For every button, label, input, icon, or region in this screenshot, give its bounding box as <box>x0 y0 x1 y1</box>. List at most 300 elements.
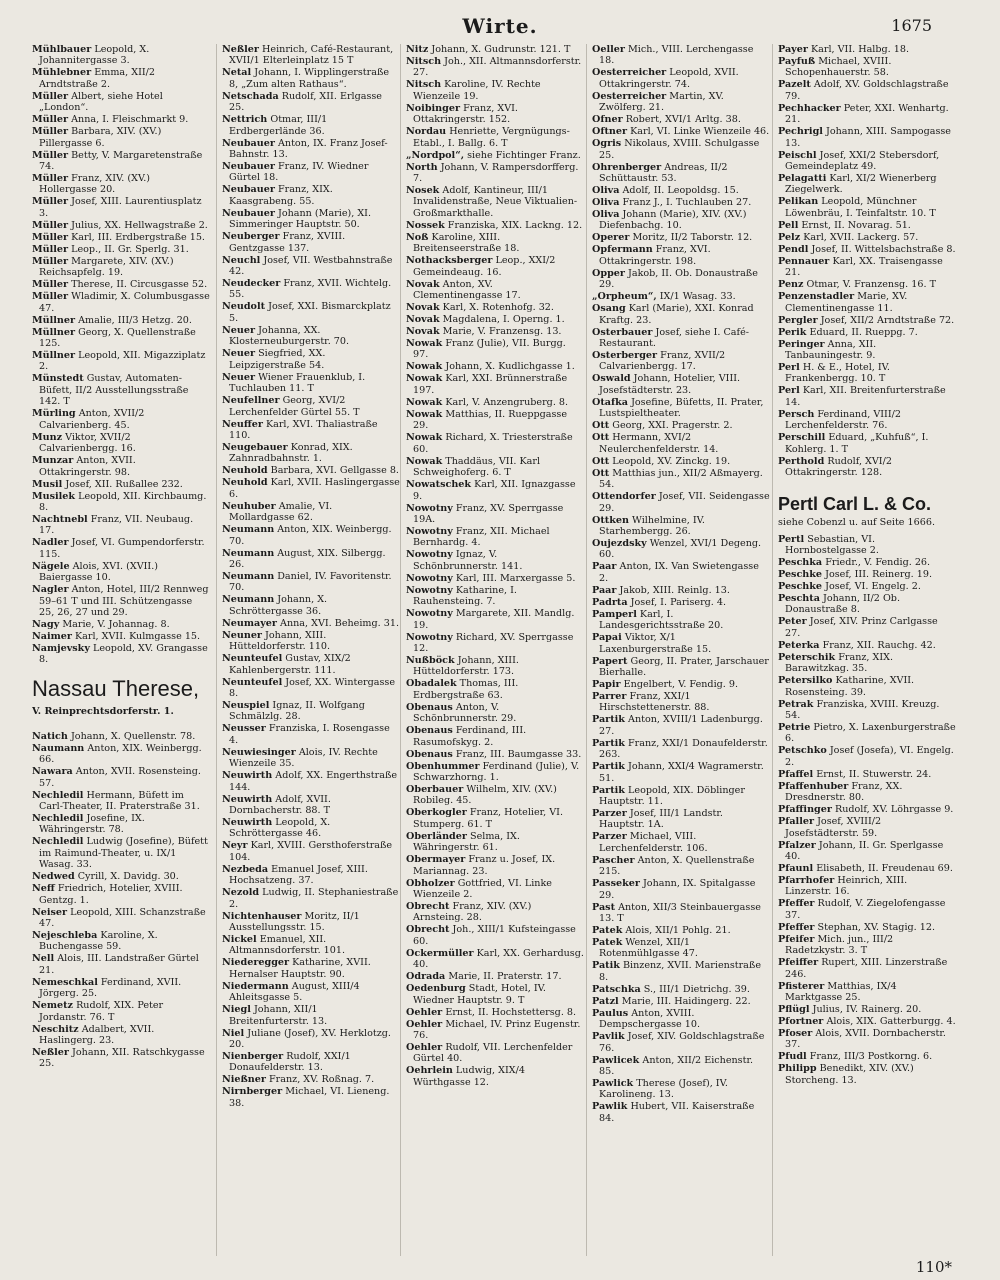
directory-entry <box>592 91 770 114</box>
entry-surname: Pfisterer <box>778 980 825 992</box>
entry-surname: Nowak <box>406 396 443 408</box>
directory-entry <box>406 44 584 55</box>
entry-details: Leop., XXI/2 Gemeindeaug. 16. <box>413 255 556 278</box>
directory-entry <box>592 432 770 455</box>
directory-entry <box>222 255 400 278</box>
directory-entry <box>222 325 400 348</box>
entry-surname: Nezbeda <box>222 863 269 875</box>
entry-surname: Patik <box>592 960 620 972</box>
entry-details: Franz, XII. Michael Bernhardg. 4. <box>413 525 550 549</box>
directory-entry <box>406 103 584 126</box>
directory-entry <box>778 409 956 432</box>
directory-entry <box>592 714 770 737</box>
entry-surname: Pawlicek <box>592 1054 640 1066</box>
entry-surname: Pazelt <box>778 79 811 91</box>
entry-details: Hubert, VII. Kaiserstraße 84. <box>599 1101 755 1124</box>
directory-entry <box>592 126 770 137</box>
entry-surname: Müller <box>32 173 69 185</box>
directory-entry <box>222 67 400 90</box>
directory-entry <box>406 632 584 655</box>
directory-entry <box>32 514 210 537</box>
directory-entry <box>32 790 210 813</box>
entry-surname: Pergler <box>778 314 818 326</box>
directory-entry <box>406 1007 584 1018</box>
entry-details: Heinrich, Café-Restaurant, XVII/1 Elterleinplatz 15 T <box>229 44 394 67</box>
directory-entry <box>32 244 210 255</box>
entry-details: Josefine, Büfetts, II. Prater, Lustspieltheater. <box>599 396 764 420</box>
entry-surname: Ohrenberger <box>592 161 662 173</box>
entry-surname: Passeker <box>592 878 640 890</box>
directory-entry <box>222 677 400 700</box>
directory-entry <box>592 303 770 326</box>
directory-entry <box>592 327 770 350</box>
directory-entry <box>592 491 770 514</box>
entry-surname: Oberkogler <box>406 807 467 819</box>
directory-entry <box>406 79 584 102</box>
entry-surname: Obholzer <box>406 877 455 889</box>
entry-details: Johann (Marie), XIV. (XV.) Diefenbachg. 10. <box>599 209 747 232</box>
directory-entry <box>592 1031 770 1054</box>
entry-surname: Parrer <box>592 690 627 702</box>
directory-entry <box>778 652 956 675</box>
entry-surname: Nadler <box>32 537 69 549</box>
entry-surname: Oeller <box>592 44 625 55</box>
entry-surname: Pertl <box>778 533 805 545</box>
entry-surname: Obenaus <box>406 725 453 737</box>
entry-surname: Pell <box>778 219 799 231</box>
entry-details: Rudolf, XIX. Peter Jordanstr. 76. T <box>39 1000 164 1023</box>
entry-details: Josef (Josefa), VI. Engelg. 2. <box>785 745 954 768</box>
entry-details: Josefine, IX. Währingerstr. 78. <box>39 812 145 836</box>
entry-surname: Partik <box>592 714 625 726</box>
entry-details: Michael, VIII. Lerchenfelderstr. 106. <box>599 831 708 854</box>
directory-entry <box>592 738 770 761</box>
entry-surname: Pelikan <box>778 196 819 208</box>
column-divider <box>400 44 401 1256</box>
entry-surname: Payfuß <box>778 56 816 67</box>
directory-entry <box>222 911 400 934</box>
entry-surname: Müller <box>32 196 69 208</box>
entry-details: Ernst, II. Hochstettersg. 8. <box>445 1006 577 1018</box>
directory-entry <box>778 957 956 980</box>
directory-entry <box>778 699 956 722</box>
entry-surname: Ottendorfer <box>592 491 656 503</box>
entry-surname: Oedenburg <box>406 983 466 995</box>
entry-surname: Neugebauer <box>222 441 288 453</box>
directory-entry <box>32 44 210 67</box>
entry-details: siehe Fichtinger Franz. <box>467 149 581 161</box>
entry-surname: Parzer <box>592 831 627 843</box>
directory-entry <box>592 1008 770 1031</box>
entry-details: Franz, Hotelier, VI. Stumperg. 61. T <box>413 807 564 830</box>
entry-details: Franz, XIV. (XV.) Arnsteing. 28. <box>413 901 532 924</box>
entry-details: Wenzel, XVI/1 Degeng. 60. <box>599 537 762 561</box>
directory-entry <box>32 408 210 431</box>
directory-entry <box>778 385 956 408</box>
entry-surname: Niel <box>222 1027 245 1039</box>
entry-details: Ludwig, II. Stephaniestraße 2. <box>229 887 399 910</box>
directory-entry <box>592 456 770 467</box>
column-divider <box>216 44 217 1256</box>
entry-details: Leopold, XVII. Ottakringerstr. 74. <box>599 67 739 90</box>
entry-surname: Nawara <box>32 766 73 778</box>
entry-surname: Nitsch <box>406 56 442 67</box>
entry-details: Rudolf, XXI/1 Donaufelderstr. 13. <box>229 1051 351 1074</box>
entry-surname: Nickel <box>222 934 257 946</box>
directory-entry <box>592 937 770 960</box>
entry-surname: Partik <box>592 737 625 749</box>
entry-details: Franz, XIX. Barawitzkag. 35. <box>785 651 894 675</box>
entry-details: Johann, XXI/4 Wagramerstr. 51. <box>599 761 764 784</box>
entry-surname: Neunteufel <box>222 653 283 665</box>
directory-entry <box>32 871 210 882</box>
entry-details: Franz, XX. Dresdnerstr. 80. <box>785 780 903 804</box>
directory-entry <box>406 326 584 337</box>
directory-entry <box>32 883 210 906</box>
entry-details: Leopold, XV. Grangasse 8. <box>39 642 208 666</box>
directory-entry <box>592 420 770 431</box>
entry-surname: Nemeschkal <box>32 976 98 988</box>
directory-entry <box>592 785 770 808</box>
entry-surname: Peschka <box>778 556 823 568</box>
directory-entry <box>32 836 210 870</box>
entry-surname: Müller <box>32 126 69 138</box>
entry-details: Johann, I. Wipplingerstraße 8, „Zum alten Rathaus“. <box>229 67 390 90</box>
directory-entry <box>406 56 584 79</box>
entry-details: Anton, IX. Franz Josef-Bahnstr. 13. <box>229 137 388 161</box>
entry-surname: Niederegger <box>222 957 290 969</box>
entry-surname: Neubauer <box>222 207 275 219</box>
directory-entry <box>406 948 584 971</box>
directory-entry <box>592 67 770 90</box>
entry-details: Leop., II. Gr. Sperlg. 31. <box>71 243 189 255</box>
directory-entry <box>778 291 956 314</box>
entry-surname: Müller <box>32 149 69 161</box>
directory-entry <box>592 761 770 784</box>
entry-details: Johann, XII/1 Breitenfurterstr. 13. <box>229 1004 328 1027</box>
entry-surname: Neubauer <box>222 184 275 196</box>
directory-entry <box>778 432 956 455</box>
entry-surname: Musil <box>32 478 63 490</box>
entry-surname: Neumayer <box>222 617 277 629</box>
entry-surname: Peschta <box>778 592 820 604</box>
entry-details: Franz J., I. Tuchlauben 27. <box>622 197 752 209</box>
entry-details: Johann, IX. Spitalgasse 29. <box>599 878 756 901</box>
entry-surname: Pawlick <box>592 1078 634 1090</box>
entry-details: Selma, IX. Währingerstr. 61. <box>413 830 520 854</box>
entry-details: Michael, XVIII. Schopenhauerstr. 58. <box>785 56 892 79</box>
directory-entry <box>778 840 956 863</box>
entry-surname: Pendl <box>778 243 809 255</box>
directory-entry <box>222 794 400 817</box>
directory-entry <box>778 232 956 243</box>
entry-details: Rudolf, XVI/2 Ottakringerstr. 128. <box>785 455 892 479</box>
directory-entry <box>32 220 210 231</box>
directory-entry <box>32 150 210 173</box>
entry-details: Josef, XIII. Laurentiusplatz 3. <box>39 196 202 219</box>
entry-surname: Ott <box>592 455 610 467</box>
directory-entry <box>778 722 956 745</box>
entry-surname: Patek <box>592 937 623 948</box>
entry-surname: Nell <box>32 953 55 965</box>
directory-entry <box>406 807 584 830</box>
entry-surname: Nosek <box>406 185 440 197</box>
entry-details: Karl, VI. Linke Wienzeile 46. <box>630 126 770 138</box>
entry-details: Emma, XII/2 Arndtstraße 2. <box>39 67 155 90</box>
directory-entry <box>32 350 210 373</box>
directory-entry <box>592 585 770 596</box>
entry-surname: Operer <box>592 232 630 244</box>
entry-details: Stadt, Hotel, IV. Wiedner Hauptstr. 9. T <box>413 983 546 1006</box>
entry-details: Josef, VI. Gumpendorferstr. 115. <box>39 537 205 560</box>
entry-surname: Nejeschleba <box>32 930 98 941</box>
directory-entry <box>32 930 210 953</box>
directory-entry <box>778 1028 956 1051</box>
entry-details: Therese (Josef), IV. Karolineng. 13. <box>599 1078 728 1101</box>
directory-entry <box>222 184 400 207</box>
directory-entry <box>778 534 956 557</box>
entry-details: Anton, X. Quellenstraße 215. <box>599 854 755 878</box>
directory-entry <box>592 209 770 232</box>
entry-surname: Nowotny <box>406 584 453 596</box>
directory-entry <box>406 678 584 701</box>
directory-entry <box>222 114 400 137</box>
entry-surname: Osang <box>592 303 626 315</box>
directory-entry <box>32 907 210 930</box>
entry-details: Josef, XII/2 Arndtstraße 72. <box>820 314 955 326</box>
entry-surname: Niedermann <box>222 980 289 992</box>
entry-surname: Munzar <box>32 455 74 467</box>
entry-surname: Neuhold <box>222 465 268 477</box>
entry-details: Karoline, X. Buchengasse 59. <box>39 930 158 953</box>
directory-entry <box>778 220 956 231</box>
directory-entry <box>406 725 584 748</box>
entry-surname: Obenaus <box>406 748 453 760</box>
entry-details: Johann, X. Gudrunstr. 121. T <box>431 44 571 55</box>
directory-entry <box>32 196 210 219</box>
directory-entry <box>592 808 770 831</box>
entry-surname: Perthold <box>778 455 825 467</box>
directory-entry <box>592 350 770 373</box>
directory-entry <box>222 465 400 476</box>
directory-entry <box>592 679 770 690</box>
entry-surname: Nienberger <box>222 1051 284 1063</box>
directory-entry <box>406 585 584 608</box>
entry-details: Karl, XXI. Brünnerstraße 197. <box>413 373 568 396</box>
entry-details: Engelbert, V. Fendig. 9. <box>623 678 739 690</box>
directory-entry <box>778 745 956 768</box>
entry-surname: Netal <box>222 67 252 79</box>
entry-surname: Petersilko <box>778 675 833 687</box>
entry-surname: Oberländer <box>406 830 467 842</box>
entry-details: Adolf, XVII. Dornbacherstr. 88. T <box>229 793 331 816</box>
entry-surname: Parzer <box>592 807 627 819</box>
entry-details: Franziska, I. Rosengasse 4. <box>229 723 390 746</box>
entry-details: Otmar, V. Franzensg. 16. T <box>806 279 936 291</box>
entry-details: Anton, XIX. Weinbergg. 66. <box>39 742 202 766</box>
entry-surname: Nowotny <box>406 549 453 561</box>
entry-surname: Nießner <box>222 1074 266 1086</box>
entry-surname: Namjevsky <box>32 642 90 654</box>
entry-surname: Oehler <box>406 1042 443 1054</box>
entry-surname: Pfortner <box>778 1016 824 1027</box>
entry-surname: Pfalzer <box>778 839 816 851</box>
entry-details: Adolf, Kantineur, III/1 Invalidenstraße, Neue Viktualien-Großmarkthalle. <box>413 185 578 219</box>
directory-entry <box>592 268 770 291</box>
entry-details: Alois, IV. Rechte Wienzeile 35. <box>229 746 378 770</box>
directory-entry <box>592 197 770 208</box>
directory-entry <box>592 1101 770 1124</box>
directory-entry <box>778 256 956 279</box>
entry-details: Ludwig, XIX/4 Würthgasse 12. <box>413 1065 525 1088</box>
directory-entry <box>778 675 956 698</box>
entry-details: Leopold, X. Johannitergasse 3. <box>39 44 150 67</box>
entry-surname: Paulus <box>592 1007 629 1019</box>
entry-surname: Neunteufel <box>222 676 283 688</box>
entry-details: Franz, XXI/1 Donaufelderstr. 263. <box>599 737 768 761</box>
entry-surname: Papir <box>592 678 621 690</box>
directory-entry <box>406 397 584 408</box>
directory-entry <box>778 456 956 479</box>
directory-entry <box>592 902 770 925</box>
entry-details: Josef, VII. Westbahnstraße 42. <box>229 254 393 278</box>
entry-surname: Nagler <box>32 584 69 596</box>
entry-details: Johann, XIII. Hütteldorferstr. 173. <box>413 654 519 678</box>
entry-surname: Ott <box>592 420 610 432</box>
entry-surname: Müller <box>32 279 69 291</box>
entry-surname: Nowotny <box>406 608 453 620</box>
entry-details: Johann, V. Rampersdorfferg. 7. <box>413 161 579 185</box>
entry-details: Leopold, Münchner Löwenbräu, I. Teinfaltstr. 10. T <box>785 196 936 219</box>
page-header <box>30 14 970 42</box>
entry-details: Marie, XV. Clementinengasse 11. <box>785 291 908 314</box>
directory-entry <box>222 395 400 418</box>
directory-entry <box>778 804 956 815</box>
directory-entry <box>406 150 584 161</box>
entry-details: Karl, V. Anzengruberg. 8. <box>445 396 569 408</box>
entry-details: Josef, II. Wittelsbachstraße 8. <box>811 243 956 255</box>
advertisement-name: Pertl Carl L. & Co. <box>778 493 932 514</box>
entry-surname: Osterberger <box>592 350 658 362</box>
entry-details: Josef, III. Reinerg. 19. <box>825 568 933 580</box>
entry-details: Georg, XVI/2 Lerchenfelder Gürtel 55. T <box>229 395 360 418</box>
entry-details: Leopold, XV. Zinckg. 19. <box>612 455 731 467</box>
entry-surname: Neuspiel <box>222 699 270 711</box>
directory-entry <box>32 479 210 490</box>
entry-details: Johann, XIII. Sampogasse 13. <box>785 126 951 149</box>
entry-details: Barbara, XIV. (XV.) Pillergasse 6. <box>39 126 162 149</box>
entry-details: Anton, XII/3 Steinbauergasse 13. T <box>599 901 761 924</box>
entry-surname: Opfermann <box>592 244 653 256</box>
entry-details: Margarete, XIV. (XV.) Reichsapfelg. 19. <box>39 255 174 279</box>
entry-surname: Pamperl <box>592 608 637 620</box>
entry-details: Katharine, XVII. Hernalser Hauptstr. 90. <box>229 957 371 980</box>
entry-details: Gustav, XIX/2 Kahlenbergerstr. 111. <box>229 653 351 676</box>
entry-surname: Nettrich <box>222 114 268 126</box>
directory-entry <box>222 161 400 184</box>
entry-details: Johann, II/2 Ob. Donaustraße 8. <box>785 592 900 616</box>
entry-details: Rudolf, XII. Erlgasse 25. <box>229 90 382 114</box>
entry-details: Johann, II. Gr. Sperlgasse 40. <box>785 839 944 862</box>
entry-surname: Obenaus <box>406 701 453 713</box>
directory-entry <box>778 103 956 126</box>
entry-details: Mich. jun., III/2 Radetzkystr. 3. T <box>785 933 894 957</box>
directory-entry <box>406 1065 584 1088</box>
directory-entry <box>222 477 400 500</box>
entry-details: Franziska, XVIII. Kreuzg. 54. <box>785 698 940 721</box>
entry-surname: Neßler <box>222 44 259 55</box>
entry-details: Ferdinand, III. Rasumofskyg. 2. <box>413 725 527 748</box>
directory-entry <box>406 878 584 901</box>
entry-details: Emanuel, XII. Altmannsdorferstr. 101. <box>229 934 346 957</box>
entry-surname: Opper <box>592 267 625 279</box>
entry-details: Wilhelm, XIV. (XV.) Robileg. 45. <box>413 783 557 807</box>
directory-entry <box>778 616 956 639</box>
directory-entry <box>32 537 210 560</box>
entry-details: Karl, XX. Gerhardusg. 40. <box>413 947 584 971</box>
entry-surname: Neudolt <box>222 301 266 313</box>
entry-details: Karl, XVI. Thaliastraße 110. <box>229 418 378 441</box>
directory-entry <box>592 373 770 396</box>
entry-surname: Oujezdsky <box>592 537 647 549</box>
entry-surname: Oehrlein <box>406 1065 453 1077</box>
directory-entry <box>778 126 956 149</box>
directory-entry <box>32 491 210 514</box>
directory-entry <box>592 878 770 901</box>
directory-entry <box>778 327 956 338</box>
directory-entry <box>406 361 584 372</box>
entry-surname: Oliva <box>592 197 620 209</box>
entry-surname: North <box>406 161 438 173</box>
entry-surname: Nitz <box>406 44 429 55</box>
entry-details: Daniel, IV. Favoritenstr. 70. <box>229 570 392 594</box>
column-divider <box>772 44 773 1256</box>
directory-entry <box>32 67 210 90</box>
entry-surname: Past <box>592 901 616 913</box>
entry-surname: Neumann <box>222 570 275 582</box>
entry-surname: Oswald <box>592 373 631 385</box>
directory-entry <box>778 557 956 568</box>
entry-details: Georg, XXI. Pragerstr. 2. <box>612 420 733 432</box>
advertisement-name: Nassau Therese, <box>32 675 200 701</box>
entry-surname: Paar <box>592 584 617 596</box>
entry-details: Marie, V. Johannag. 8. <box>62 618 170 630</box>
entry-details: Anton, XVIII/1 Ladenburgg. 27. <box>599 714 763 737</box>
entry-surname: Papert <box>592 655 628 667</box>
directory-entry <box>778 1016 956 1027</box>
entry-details: H. & E., Hotel, IV. Frankenbergg. 10. T <box>785 362 890 385</box>
entry-details: Eduard, II. Rueppg. 7. <box>809 326 918 338</box>
entry-details: Sebastian, VI. Hornbostelgasse 2. <box>785 533 879 556</box>
entry-surname: Ockermüller <box>406 947 474 959</box>
entry-details: Josef, XVIII/2 Josefstädterstr. 59. <box>785 816 882 839</box>
directory-entry <box>32 813 210 836</box>
entry-details: Juliane (Josef), XV. Herklotzg. 20. <box>229 1027 391 1051</box>
entry-details: Katharine, XVII. Rosensteing. 39. <box>785 675 915 698</box>
directory-entry <box>32 1024 210 1047</box>
entry-details: Gustav, Automaten-Büfett, II/2 Ausstellungsstraße 142. T <box>39 373 189 408</box>
directory-entry <box>406 126 584 149</box>
entry-surname: Pavlik <box>592 1031 625 1043</box>
directory-entry <box>778 196 956 219</box>
entry-details: Adolf, XX. Engerthstraße 144. <box>229 770 398 793</box>
entry-details: Franz, XVII/2 Calvarienbergg. 17. <box>599 350 726 373</box>
entry-details: Katharine, I. Rauhensteing. 7. <box>413 584 517 608</box>
entry-surname: Nedwed <box>32 871 75 883</box>
entry-surname: Paar <box>592 561 617 573</box>
entry-details: Heinrich, XIII. Linzerstr. 16. <box>785 874 908 898</box>
entry-details: Franz, XIX. Kaasgrabeng. 55. <box>229 184 333 207</box>
